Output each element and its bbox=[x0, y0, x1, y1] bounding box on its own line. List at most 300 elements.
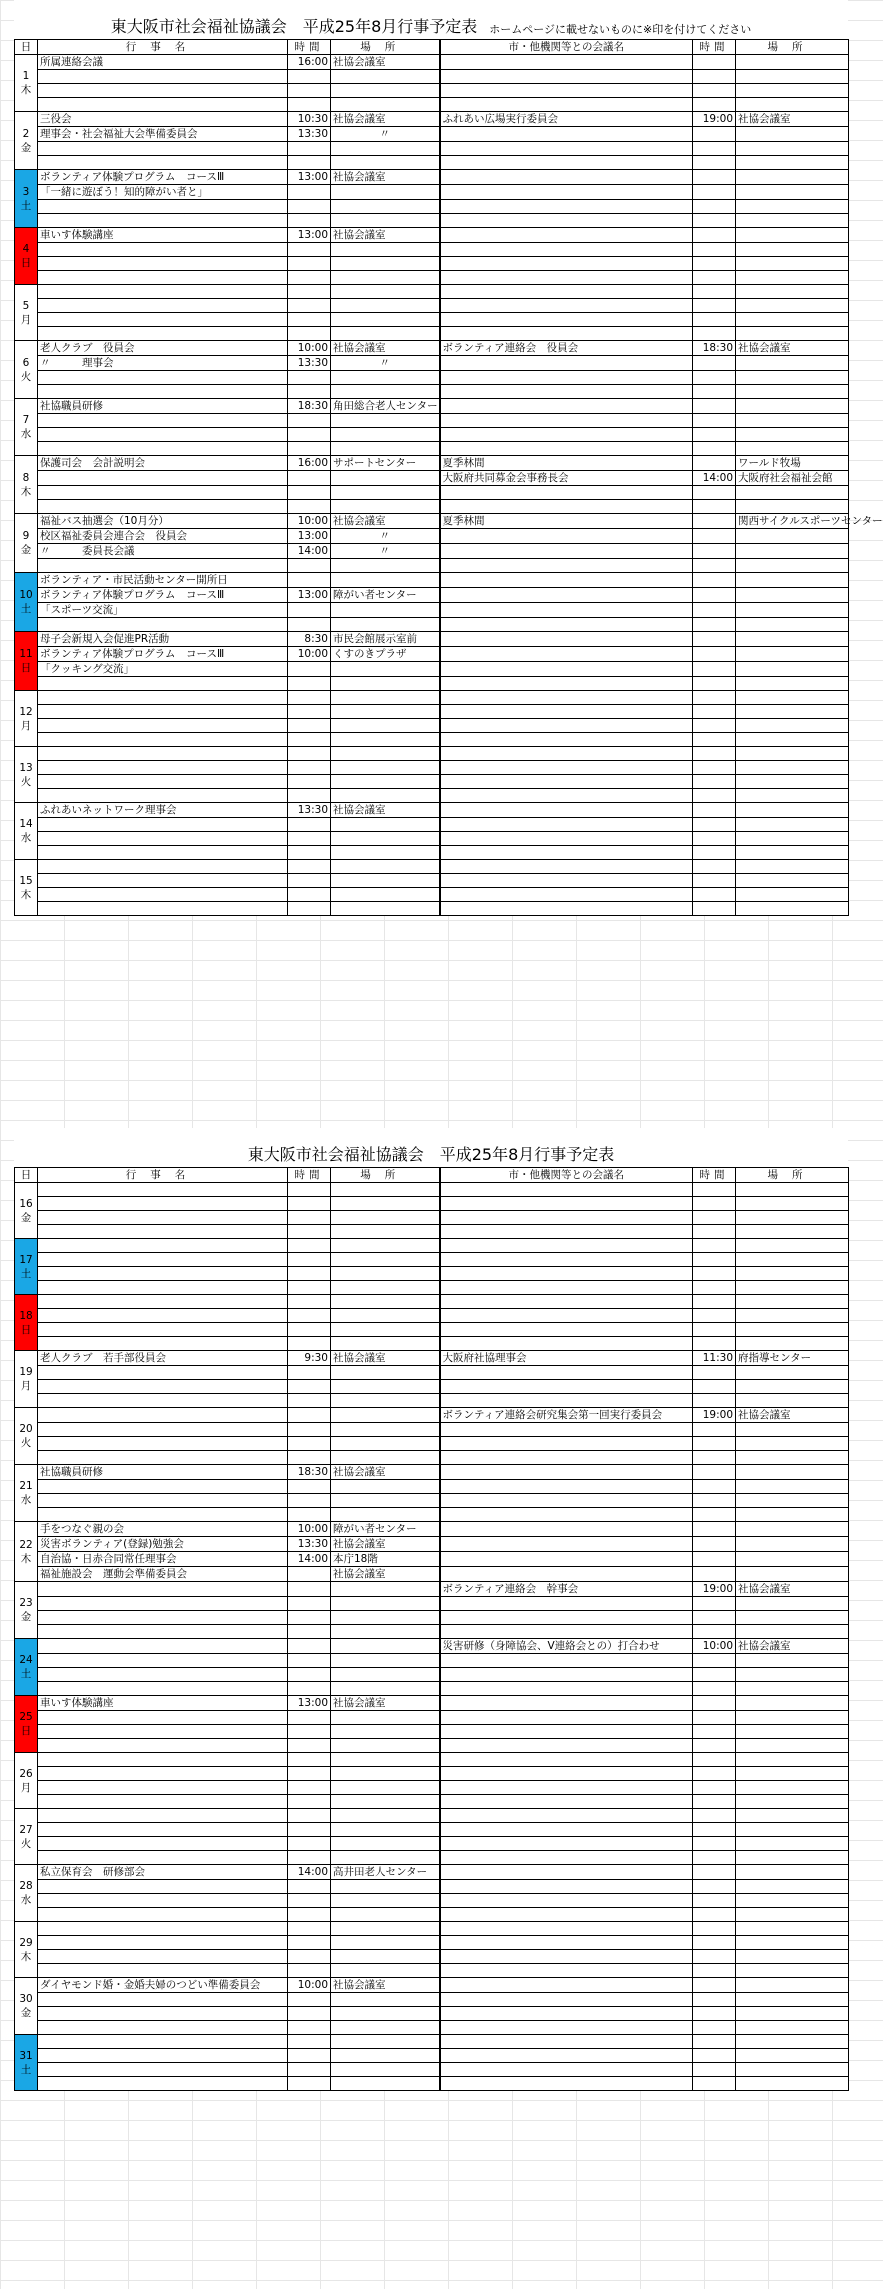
sheet-title-2: 東大阪市社会福祉協議会 平成25年8月行事予定表 bbox=[247, 1145, 615, 1164]
empty-cell bbox=[38, 271, 288, 285]
empty-cell bbox=[440, 2007, 693, 2021]
event-time: 14:00 bbox=[288, 1865, 331, 1880]
empty-cell bbox=[288, 818, 331, 832]
empty-cell bbox=[693, 1309, 736, 1323]
empty-cell bbox=[288, 1922, 331, 1936]
event-name: 車いす体験講座 bbox=[38, 228, 288, 243]
empty-cell bbox=[736, 573, 849, 588]
day-cell-12 bbox=[15, 691, 38, 747]
event-place bbox=[331, 573, 440, 588]
empty-cell bbox=[331, 1380, 440, 1394]
event-name: 老人クラブ 役員会 bbox=[38, 341, 288, 356]
day-subrow bbox=[15, 1309, 849, 1323]
empty-cell bbox=[693, 632, 736, 647]
event-time: 10:00 bbox=[288, 341, 331, 356]
empty-cell bbox=[440, 1668, 693, 1682]
event-place: くすのきプラザ bbox=[331, 647, 440, 662]
weekday-label: 水 bbox=[20, 1894, 32, 1906]
event-name: ボランティア体験プログラム コースⅢ bbox=[38, 647, 288, 662]
schedule-sheet-2 bbox=[14, 1128, 848, 2091]
empty-cell bbox=[736, 500, 849, 514]
empty-cell bbox=[736, 662, 849, 677]
day-subrow bbox=[15, 1211, 849, 1225]
empty-cell bbox=[736, 846, 849, 860]
day-row-7 bbox=[15, 399, 849, 414]
empty-cell bbox=[693, 142, 736, 156]
empty-cell bbox=[693, 385, 736, 399]
day-row-10 bbox=[15, 573, 849, 588]
day-cell-21 bbox=[15, 1465, 38, 1522]
day-row-9 bbox=[15, 514, 849, 529]
day-cell-17 bbox=[15, 1239, 38, 1295]
event-place: 〃 bbox=[331, 127, 440, 142]
event-name: 校区福祉委員会連合会 役員会 bbox=[38, 529, 288, 544]
day-row-6 bbox=[15, 341, 849, 356]
day-number: 27 bbox=[19, 1823, 33, 1836]
empty-cell bbox=[38, 84, 288, 98]
empty-cell bbox=[693, 1522, 736, 1537]
day-row-2 bbox=[15, 112, 849, 127]
day-number: 16 bbox=[19, 1197, 33, 1210]
empty-cell bbox=[440, 1936, 693, 1950]
day-subrow bbox=[15, 2049, 849, 2063]
empty-cell bbox=[440, 1922, 693, 1936]
empty-cell bbox=[693, 874, 736, 888]
empty-cell bbox=[736, 2049, 849, 2063]
empty-cell bbox=[331, 1225, 440, 1239]
event-time: 13:30 bbox=[288, 356, 331, 371]
day-subrow bbox=[15, 1225, 849, 1239]
empty-cell bbox=[736, 1337, 849, 1351]
empty-cell bbox=[288, 747, 331, 761]
empty-cell bbox=[440, 1337, 693, 1351]
empty-cell bbox=[693, 428, 736, 442]
empty-cell bbox=[440, 1711, 693, 1725]
event-name: 〃 委員長会議 bbox=[38, 544, 288, 559]
day-subrow bbox=[15, 2063, 849, 2077]
day-subrow bbox=[15, 1894, 849, 1908]
header-place: 場所 bbox=[331, 40, 440, 55]
empty-cell bbox=[693, 2021, 736, 2035]
day-subrow bbox=[15, 1880, 849, 1894]
empty-cell bbox=[440, 1781, 693, 1795]
empty-cell bbox=[440, 1950, 693, 1964]
day-subrow bbox=[15, 414, 849, 428]
empty-cell bbox=[331, 1394, 440, 1408]
weekday-label: 日 bbox=[20, 662, 32, 674]
empty-cell bbox=[38, 2063, 288, 2077]
empty-cell bbox=[288, 1611, 331, 1625]
empty-cell bbox=[38, 1451, 288, 1465]
empty-cell bbox=[440, 2077, 693, 2091]
empty-cell bbox=[38, 559, 288, 573]
empty-cell bbox=[38, 888, 288, 902]
empty-cell bbox=[440, 902, 693, 916]
empty-cell bbox=[440, 214, 693, 228]
empty-cell bbox=[440, 1183, 693, 1197]
empty-cell bbox=[440, 1567, 693, 1582]
empty-cell bbox=[331, 902, 440, 916]
empty-cell bbox=[736, 142, 849, 156]
empty-cell bbox=[331, 1639, 440, 1654]
empty-cell bbox=[736, 1567, 849, 1582]
empty-cell bbox=[736, 747, 849, 761]
empty-cell bbox=[736, 1739, 849, 1753]
empty-cell bbox=[736, 1654, 849, 1668]
empty-cell bbox=[693, 1894, 736, 1908]
day-cell-5 bbox=[15, 285, 38, 341]
day-subrow bbox=[15, 846, 849, 860]
weekday-label: 土 bbox=[20, 1267, 32, 1280]
empty-cell bbox=[288, 2035, 331, 2049]
day-subrow bbox=[15, 902, 849, 916]
empty-cell bbox=[440, 789, 693, 803]
empty-cell bbox=[736, 243, 849, 257]
empty-cell bbox=[331, 1597, 440, 1611]
empty-cell bbox=[736, 486, 849, 500]
empty-cell bbox=[693, 1753, 736, 1767]
event-time: 10:00 bbox=[288, 647, 331, 662]
day-subrow bbox=[15, 1851, 849, 1865]
empty-cell bbox=[38, 1197, 288, 1211]
empty-cell bbox=[331, 1437, 440, 1451]
empty-cell bbox=[331, 1753, 440, 1767]
empty-cell bbox=[38, 1795, 288, 1809]
empty-cell bbox=[38, 1639, 288, 1654]
empty-cell bbox=[736, 1894, 849, 1908]
empty-cell bbox=[440, 127, 693, 142]
empty-cell bbox=[736, 1725, 849, 1739]
empty-cell bbox=[331, 200, 440, 214]
empty-cell bbox=[736, 705, 849, 719]
event-time: 13:00 bbox=[288, 170, 331, 185]
empty-cell bbox=[288, 775, 331, 789]
day-subrow bbox=[15, 1451, 849, 1465]
event-time: 16:00 bbox=[288, 55, 331, 70]
empty-cell bbox=[440, 84, 693, 98]
day-row-11 bbox=[15, 632, 849, 647]
empty-cell bbox=[331, 1323, 440, 1337]
empty-cell bbox=[736, 1197, 849, 1211]
day-subrow bbox=[15, 428, 849, 442]
empty-cell bbox=[693, 705, 736, 719]
empty-cell bbox=[288, 1781, 331, 1795]
empty-cell bbox=[693, 1696, 736, 1711]
empty-cell bbox=[736, 677, 849, 691]
empty-cell bbox=[288, 1281, 331, 1295]
empty-cell bbox=[736, 902, 849, 916]
empty-cell bbox=[693, 486, 736, 500]
empty-cell bbox=[736, 1696, 849, 1711]
day-subrow bbox=[15, 156, 849, 170]
day-cell-3 bbox=[15, 170, 38, 228]
empty-cell bbox=[440, 603, 693, 618]
empty-cell bbox=[331, 733, 440, 747]
empty-cell bbox=[38, 2077, 288, 2091]
empty-cell bbox=[736, 1267, 849, 1281]
empty-cell bbox=[288, 874, 331, 888]
empty-cell bbox=[288, 1394, 331, 1408]
meeting-place: ワールド牧場 bbox=[736, 456, 849, 471]
empty-cell bbox=[288, 243, 331, 257]
day-subrow bbox=[15, 1437, 849, 1451]
empty-cell bbox=[693, 559, 736, 573]
empty-cell bbox=[693, 1197, 736, 1211]
empty-cell bbox=[331, 691, 440, 705]
empty-cell bbox=[38, 285, 288, 299]
empty-cell bbox=[331, 486, 440, 500]
empty-cell bbox=[38, 846, 288, 860]
empty-cell bbox=[288, 271, 331, 285]
empty-cell bbox=[693, 1295, 736, 1309]
day-subrow bbox=[15, 2077, 849, 2091]
day-number: 6 bbox=[22, 356, 30, 369]
event-time bbox=[288, 573, 331, 588]
empty-cell bbox=[331, 775, 440, 789]
event-time: 8:30 bbox=[288, 632, 331, 647]
empty-cell bbox=[288, 385, 331, 399]
empty-cell bbox=[38, 1225, 288, 1239]
header-time: 時間 bbox=[288, 40, 331, 55]
weekday-label: 木 bbox=[20, 888, 32, 901]
empty-cell bbox=[288, 156, 331, 170]
day-subrow bbox=[15, 1711, 849, 1725]
empty-cell bbox=[736, 1611, 849, 1625]
day-cell-6 bbox=[15, 341, 38, 399]
weekday-label: 月 bbox=[20, 719, 32, 732]
header-meeting: 市・他機関等との会議名 bbox=[440, 40, 693, 55]
empty-cell bbox=[288, 1437, 331, 1451]
empty-cell bbox=[440, 299, 693, 313]
empty-cell bbox=[693, 2077, 736, 2091]
empty-cell bbox=[331, 1781, 440, 1795]
empty-cell bbox=[440, 414, 693, 428]
header-place: 場所 bbox=[331, 1168, 440, 1183]
empty-cell bbox=[693, 1964, 736, 1978]
empty-cell bbox=[288, 860, 331, 874]
empty-cell bbox=[38, 1964, 288, 1978]
day-subrow bbox=[15, 874, 849, 888]
empty-cell bbox=[693, 228, 736, 243]
empty-cell bbox=[288, 761, 331, 775]
empty-cell bbox=[440, 98, 693, 112]
empty-cell bbox=[288, 691, 331, 705]
header-time2: 時間 bbox=[693, 40, 736, 55]
empty-cell bbox=[693, 1625, 736, 1639]
empty-cell bbox=[38, 1682, 288, 1696]
empty-cell bbox=[736, 428, 849, 442]
empty-cell bbox=[440, 1908, 693, 1922]
empty-cell bbox=[331, 371, 440, 385]
empty-cell bbox=[440, 647, 693, 662]
empty-cell bbox=[693, 1682, 736, 1696]
meeting-name: 大阪府社協理事会 bbox=[440, 1351, 693, 1366]
day-cell-9 bbox=[15, 514, 38, 573]
empty-cell bbox=[736, 1508, 849, 1522]
empty-cell bbox=[331, 442, 440, 456]
empty-cell bbox=[693, 1423, 736, 1437]
empty-cell bbox=[38, 299, 288, 313]
empty-cell bbox=[693, 500, 736, 514]
empty-cell bbox=[38, 243, 288, 257]
empty-cell bbox=[736, 733, 849, 747]
event-time: 13:30 bbox=[288, 803, 331, 818]
event-name: 所属連絡会議 bbox=[38, 55, 288, 70]
empty-cell bbox=[693, 313, 736, 327]
empty-cell bbox=[440, 1211, 693, 1225]
empty-cell bbox=[288, 299, 331, 313]
day-subrow bbox=[15, 1323, 849, 1337]
empty-cell bbox=[288, 618, 331, 632]
empty-cell bbox=[693, 603, 736, 618]
empty-cell bbox=[331, 2035, 440, 2049]
empty-cell bbox=[288, 1964, 331, 1978]
day-number: 28 bbox=[19, 1880, 33, 1892]
empty-cell bbox=[331, 1964, 440, 1978]
empty-cell bbox=[440, 1851, 693, 1865]
empty-cell bbox=[736, 1465, 849, 1480]
empty-cell bbox=[288, 733, 331, 747]
empty-cell bbox=[736, 719, 849, 733]
empty-cell bbox=[38, 761, 288, 775]
day-row-30 bbox=[15, 1978, 849, 1993]
day-subrow bbox=[15, 2007, 849, 2021]
empty-cell bbox=[736, 1767, 849, 1781]
empty-cell bbox=[331, 1582, 440, 1597]
empty-cell bbox=[288, 2049, 331, 2063]
day-row-18 bbox=[15, 1295, 849, 1309]
empty-cell bbox=[693, 1494, 736, 1508]
day-number: 7 bbox=[22, 414, 30, 426]
day-cell-29 bbox=[15, 1922, 38, 1978]
meeting-name: ふれあい広場実行委員会 bbox=[440, 112, 693, 127]
day-number: 1 bbox=[22, 70, 30, 82]
empty-cell bbox=[38, 486, 288, 500]
empty-cell bbox=[331, 1197, 440, 1211]
header-row bbox=[15, 1168, 849, 1183]
empty-cell bbox=[736, 1865, 849, 1880]
empty-cell bbox=[736, 1323, 849, 1337]
empty-cell bbox=[440, 142, 693, 156]
empty-cell bbox=[38, 385, 288, 399]
weekday-label: 土 bbox=[20, 603, 32, 615]
day-cell-18 bbox=[15, 1295, 38, 1351]
event-time: 9:30 bbox=[288, 1351, 331, 1366]
event-name: ダイヤモンド婚・金婚夫婦のつどい準備委員会 bbox=[38, 1978, 288, 1993]
empty-cell bbox=[736, 385, 849, 399]
empty-cell bbox=[288, 1211, 331, 1225]
empty-cell bbox=[288, 1823, 331, 1837]
day-row-28 bbox=[15, 1865, 849, 1880]
empty-cell bbox=[736, 1837, 849, 1851]
empty-cell bbox=[288, 1295, 331, 1309]
empty-cell bbox=[693, 1267, 736, 1281]
empty-cell bbox=[693, 1253, 736, 1267]
empty-cell bbox=[736, 860, 849, 874]
empty-cell bbox=[440, 1654, 693, 1668]
empty-cell bbox=[440, 677, 693, 691]
empty-cell bbox=[38, 1851, 288, 1865]
empty-cell bbox=[440, 1267, 693, 1281]
empty-cell bbox=[736, 559, 849, 573]
empty-cell bbox=[440, 185, 693, 200]
empty-cell bbox=[288, 1711, 331, 1725]
empty-cell bbox=[331, 2077, 440, 2091]
empty-cell bbox=[693, 860, 736, 874]
empty-cell bbox=[288, 902, 331, 916]
empty-cell bbox=[736, 299, 849, 313]
empty-cell bbox=[440, 1239, 693, 1253]
day-subrow bbox=[15, 471, 849, 486]
event-time: 16:00 bbox=[288, 456, 331, 471]
empty-cell bbox=[331, 1423, 440, 1437]
empty-cell bbox=[736, 1936, 849, 1950]
day-row-17 bbox=[15, 1239, 849, 1253]
empty-cell bbox=[693, 1908, 736, 1922]
empty-cell bbox=[38, 2007, 288, 2021]
title-line-1 bbox=[14, 0, 848, 39]
empty-cell bbox=[736, 1950, 849, 1964]
day-number: 5 bbox=[22, 299, 30, 312]
event-place: 社協会議室 bbox=[331, 1537, 440, 1552]
empty-cell bbox=[331, 142, 440, 156]
empty-cell bbox=[331, 214, 440, 228]
empty-cell bbox=[38, 818, 288, 832]
day-row-1 bbox=[15, 55, 849, 70]
empty-cell bbox=[736, 775, 849, 789]
empty-cell bbox=[440, 1880, 693, 1894]
day-subrow bbox=[15, 1423, 849, 1437]
empty-cell bbox=[331, 1654, 440, 1668]
day-subrow bbox=[15, 559, 849, 573]
event-time bbox=[288, 1567, 331, 1582]
empty-cell bbox=[288, 559, 331, 573]
meeting-name: 夏季林間 bbox=[440, 456, 693, 471]
meeting-place: 社協会議室 bbox=[736, 341, 849, 356]
empty-cell bbox=[331, 1239, 440, 1253]
meeting-place: 社協会議室 bbox=[736, 112, 849, 127]
empty-cell bbox=[440, 1380, 693, 1394]
empty-cell bbox=[693, 902, 736, 916]
day-subrow bbox=[15, 385, 849, 399]
day-cell-24 bbox=[15, 1639, 38, 1696]
event-place bbox=[331, 603, 440, 618]
event-name: 老人クラブ 若手部役員会 bbox=[38, 1351, 288, 1366]
day-number: 26 bbox=[19, 1767, 33, 1780]
day-subrow bbox=[15, 1337, 849, 1351]
empty-cell bbox=[440, 1394, 693, 1408]
empty-cell bbox=[440, 2035, 693, 2049]
empty-cell bbox=[288, 1480, 331, 1494]
empty-cell bbox=[440, 1767, 693, 1781]
empty-cell bbox=[440, 1964, 693, 1978]
day-number: 12 bbox=[19, 705, 33, 718]
empty-cell bbox=[288, 428, 331, 442]
empty-cell bbox=[331, 1494, 440, 1508]
empty-cell bbox=[288, 327, 331, 341]
day-subrow bbox=[15, 1795, 849, 1809]
empty-cell bbox=[693, 1668, 736, 1682]
empty-cell bbox=[288, 832, 331, 846]
day-number: 22 bbox=[19, 1538, 33, 1551]
empty-cell bbox=[38, 2049, 288, 2063]
empty-cell bbox=[440, 271, 693, 285]
empty-cell bbox=[38, 142, 288, 156]
day-subrow bbox=[15, 1739, 849, 1753]
empty-cell bbox=[331, 1625, 440, 1639]
day-subrow bbox=[15, 200, 849, 214]
empty-cell bbox=[331, 1880, 440, 1894]
